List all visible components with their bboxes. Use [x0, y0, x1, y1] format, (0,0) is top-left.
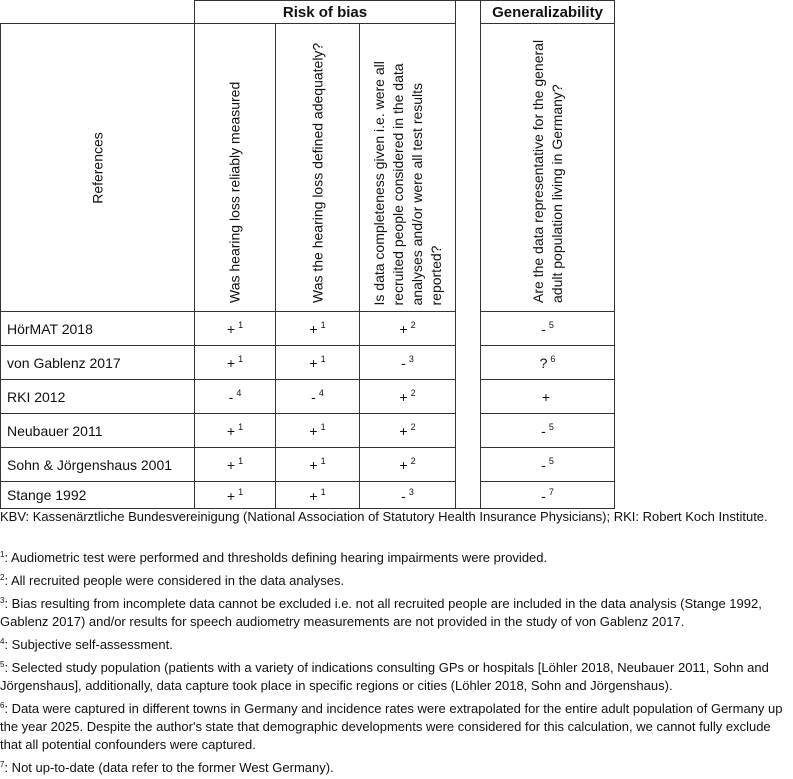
- rating: -: [541, 423, 546, 439]
- footnote-number: 1: [0, 550, 5, 559]
- footnote-ref: 5: [548, 422, 554, 432]
- rating: +: [399, 423, 408, 439]
- table-row: [1, 346, 615, 380]
- rating-cell: [276, 346, 360, 380]
- risk-of-bias-header: Risk of bias: [195, 1, 456, 24]
- rating-cell: [195, 380, 276, 414]
- rating-cell: [481, 482, 615, 509]
- rating: -: [311, 389, 316, 405]
- rating: -: [228, 389, 234, 405]
- rating-cell: [360, 414, 456, 448]
- rating-cell: [195, 482, 276, 509]
- generalizability-header: Generalizability: [481, 1, 615, 24]
- rating-cell: [276, 482, 360, 509]
- footnote-ref: 1: [320, 422, 326, 432]
- footnote: [0, 633, 793, 654]
- footnote-ref: 5: [548, 320, 554, 330]
- rating: -: [541, 487, 546, 504]
- rating: +: [399, 321, 408, 337]
- footnote-ref: 5: [548, 456, 554, 466]
- footnote-text: : Subjective self-assessment.: [4, 637, 173, 652]
- footnote: [0, 569, 793, 590]
- reference-cell: RKI 2012: [1, 380, 195, 414]
- footnote-text: : All recruited people were considered in the data analyses.: [4, 573, 345, 588]
- rating-cell: [276, 380, 360, 414]
- footnote-ref: 2: [410, 422, 416, 432]
- footnote-number: 2: [0, 573, 5, 582]
- rating-cell: [481, 380, 615, 414]
- footnote-number: 3: [0, 596, 5, 605]
- rating: +: [309, 355, 318, 371]
- footnote-ref: 1: [320, 456, 326, 466]
- question-4-text: Are the data representative for the general adult population living in Germany?: [529, 39, 565, 303]
- table-row: [1, 380, 615, 414]
- footnote-ref: 6: [550, 354, 556, 364]
- footnote-ref: 2: [410, 456, 416, 466]
- footnote: [0, 756, 793, 777]
- rating: +: [309, 487, 318, 504]
- reference-cell: Neubauer 2011: [1, 414, 195, 448]
- footnote-ref: 1: [238, 354, 244, 364]
- rating-cell: [195, 448, 276, 482]
- rating-cell: [481, 414, 615, 448]
- footnote-text: : Bias resulting from incomplete data cannot be excluded i.e. not all recruited people are included in the data analysis (Stange 1992, Gablenz 2017) and/or results for speech audiometry measurements are not provided in the study of von Gablenz 2017.: [0, 596, 762, 629]
- rating-cell: [360, 346, 456, 380]
- rating: ?: [539, 355, 548, 371]
- rating: +: [226, 487, 236, 504]
- rating-cell: [360, 380, 456, 414]
- rating: +: [226, 321, 236, 337]
- footnote-text: : Audiometric test were performed and thresholds defining hearing impairments were provided.: [4, 550, 548, 565]
- footnote-ref: 3: [408, 486, 414, 497]
- footnote-ref: 2: [410, 320, 416, 330]
- rating-cell: [276, 448, 360, 482]
- question-1-text: Was hearing loss reliably measured: [226, 81, 243, 303]
- references-header: [1, 24, 195, 312]
- footnote-ref: 2: [410, 388, 416, 398]
- table-row: [1, 414, 615, 448]
- question-3-text: Is data completeness given i.e. were all recruited people considered in the data analyses and/or were all test results reported?: [370, 60, 444, 305]
- question-2-header: [276, 24, 360, 312]
- reference-cell: Sohn & Jörgenshaus 2001: [1, 448, 195, 482]
- rating-cell: [360, 312, 456, 346]
- footnote: [0, 656, 793, 695]
- footnote-ref: 1: [320, 354, 326, 364]
- footnote-ref: 1: [238, 486, 244, 497]
- rating: +: [399, 389, 408, 405]
- corner-blank: [1, 1, 195, 24]
- rating: +: [309, 423, 318, 439]
- question-3-header: [360, 24, 456, 312]
- rating-cell: [195, 312, 276, 346]
- footnote: [0, 592, 793, 631]
- rating: -: [401, 487, 406, 504]
- rating: +: [399, 457, 408, 473]
- footnote-ref: 1: [238, 422, 244, 432]
- references-label: References: [89, 131, 105, 204]
- footnote-number: 6: [0, 701, 5, 710]
- reference-cell: Stange 1992: [1, 482, 195, 509]
- rating-cell: [360, 482, 456, 509]
- rating-cell: [360, 448, 456, 482]
- rating-cell: [195, 414, 276, 448]
- rating: +: [226, 355, 236, 371]
- question-2-text: Was the hearing loss defined adequately?: [309, 42, 325, 303]
- table-row: [1, 448, 615, 482]
- rating-cell: [481, 346, 615, 380]
- question-1-header: [195, 24, 276, 312]
- footnote-ref: 7: [548, 486, 554, 497]
- abbreviations-note: KBV: Kassenärztliche Bundesvereinigung (National Association of Statutory Health Insurance Physicians); RKI: Robert Koch Institute.: [0, 509, 768, 524]
- rating-cell: [195, 346, 276, 380]
- reference-cell: HörMAT 2018: [1, 312, 195, 346]
- rating-cell: [481, 448, 615, 482]
- footnote-text: : Selected study population (patients with a variety of indications consulting GPs or hospitals [Löhler 2018, Neubauer 2011, Sohn and Jörgenshaus], additionally, data capture took place in specific regions or cities (Löhler 2018, Sohn and Jörgenshaus).: [0, 660, 769, 693]
- footnote-text: : Not up-to-date (data refer to the former West Germany).: [4, 760, 334, 775]
- column-gap: [456, 1, 481, 509]
- footnote-ref: 4: [236, 388, 242, 398]
- table-row: [1, 312, 615, 346]
- footnote: [0, 546, 793, 567]
- footnote-ref: 1: [238, 320, 244, 330]
- table-notes: [0, 508, 793, 779]
- rating: +: [309, 457, 318, 473]
- question-4-header: [481, 24, 615, 312]
- footnote-number: 4: [0, 637, 5, 646]
- footnote: [0, 697, 793, 754]
- reference-cell: von Gablenz 2017: [1, 346, 195, 380]
- rating: -: [401, 355, 406, 371]
- footnote-number: 5: [0, 660, 5, 669]
- rating: +: [309, 321, 318, 337]
- rating-cell: [481, 312, 615, 346]
- footnote-ref: 1: [238, 456, 244, 466]
- table-row: [1, 482, 615, 509]
- footnote-ref: 1: [320, 320, 326, 330]
- footnote-ref: 1: [320, 486, 326, 497]
- rating: +: [226, 423, 236, 439]
- footnote-ref: 3: [408, 354, 414, 364]
- rating: -: [541, 321, 546, 337]
- rating-cell: [276, 312, 360, 346]
- rating: +: [541, 389, 551, 405]
- rating: +: [226, 457, 236, 473]
- footnote-text: : Data were captured in different towns in Germany and incidence rates were extrapolated for the entire adult population of Germany up the year 2025. Despite the author's state that demographic developments were considered for this calculation, we cannot fully exclude that all potential confounders were captured.: [0, 701, 783, 752]
- footnote-ref: 4: [318, 388, 324, 398]
- rating-cell: [276, 414, 360, 448]
- rating: -: [541, 457, 546, 473]
- footnote-number: 7: [0, 760, 5, 769]
